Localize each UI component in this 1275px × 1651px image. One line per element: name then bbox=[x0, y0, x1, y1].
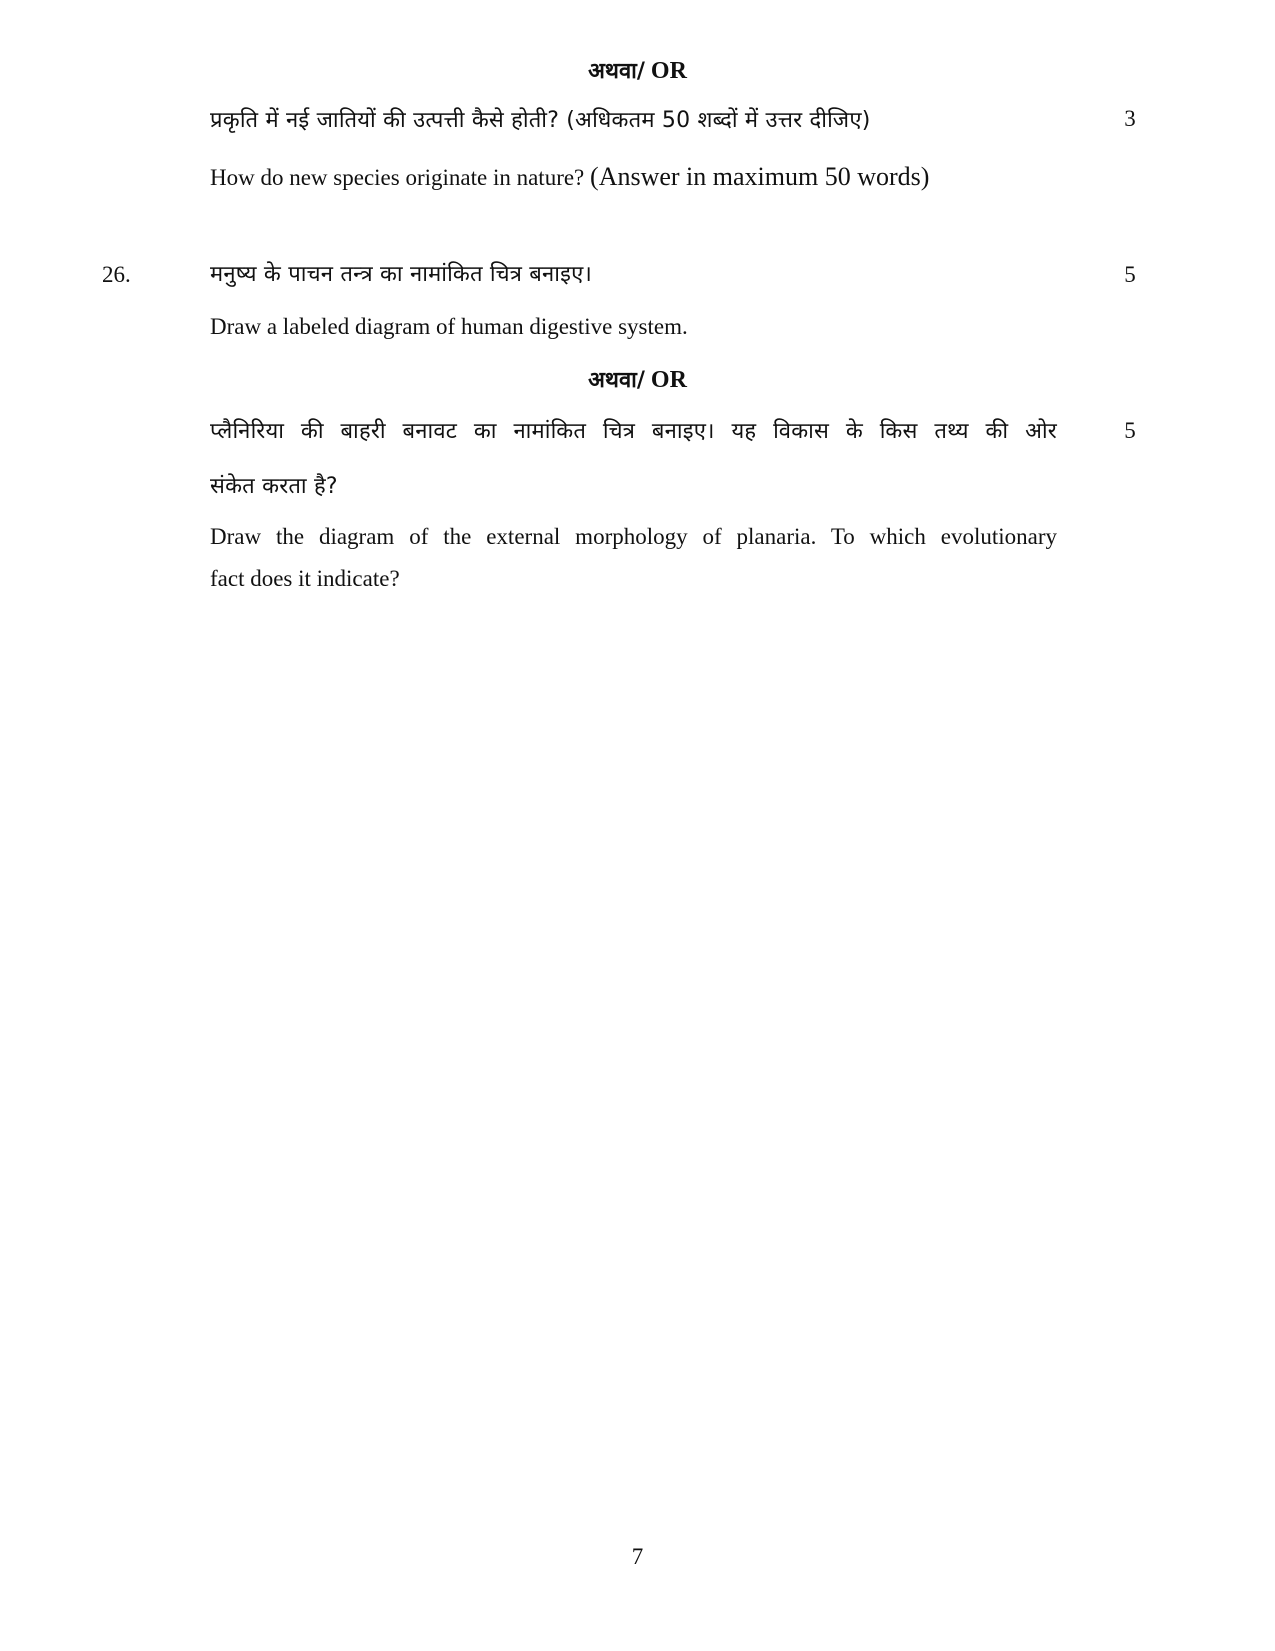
question-english-main: How do new species originate in nature? bbox=[210, 165, 585, 190]
or-heading-hindi: अथवा/ bbox=[588, 59, 645, 84]
alt-question-marks: 5 bbox=[1124, 418, 1136, 443]
or-heading-english: OR bbox=[650, 58, 687, 84]
question-english bbox=[210, 162, 929, 192]
or-heading-26-hindi: अथवा/ bbox=[588, 368, 645, 393]
or-heading-26 bbox=[0, 364, 1275, 394]
page-number: 7 bbox=[631, 1544, 644, 1569]
alt-question-english-line1: Draw the diagram of the external morphology of planaria. To which evolutionary bbox=[210, 524, 1057, 549]
question-26-marks: 5 bbox=[1124, 262, 1136, 287]
question-26-hindi: मनुष्य के पाचन तन्त्र का नामांकित चित्र बनाइए। bbox=[210, 262, 593, 287]
question-english-note: (Answer in maximum 50 words) bbox=[590, 162, 930, 191]
or-heading bbox=[0, 55, 1275, 85]
question-marks: 3 bbox=[1124, 106, 1136, 131]
alt-question-hindi-line2: संकेत करता है? bbox=[210, 474, 338, 499]
alt-question-hindi-line1: प्लैनिरिया की बाहरी बनावट का नामांकित चित्र बनाइए। यह विकास के किस तथ्य की ओर bbox=[210, 419, 1057, 444]
question-hindi: प्रकृति में नई जातियों की उत्पत्ती कैसे होती? (अधिकतम 50 शब्दों में उत्तर दीजिए) bbox=[210, 108, 871, 133]
or-heading-26-english: OR bbox=[650, 367, 687, 393]
question-number: 26. bbox=[102, 262, 131, 287]
question-26-english: Draw a labeled diagram of human digestive system. bbox=[210, 314, 688, 339]
alt-question-english-line2: fact does it indicate? bbox=[210, 566, 400, 591]
